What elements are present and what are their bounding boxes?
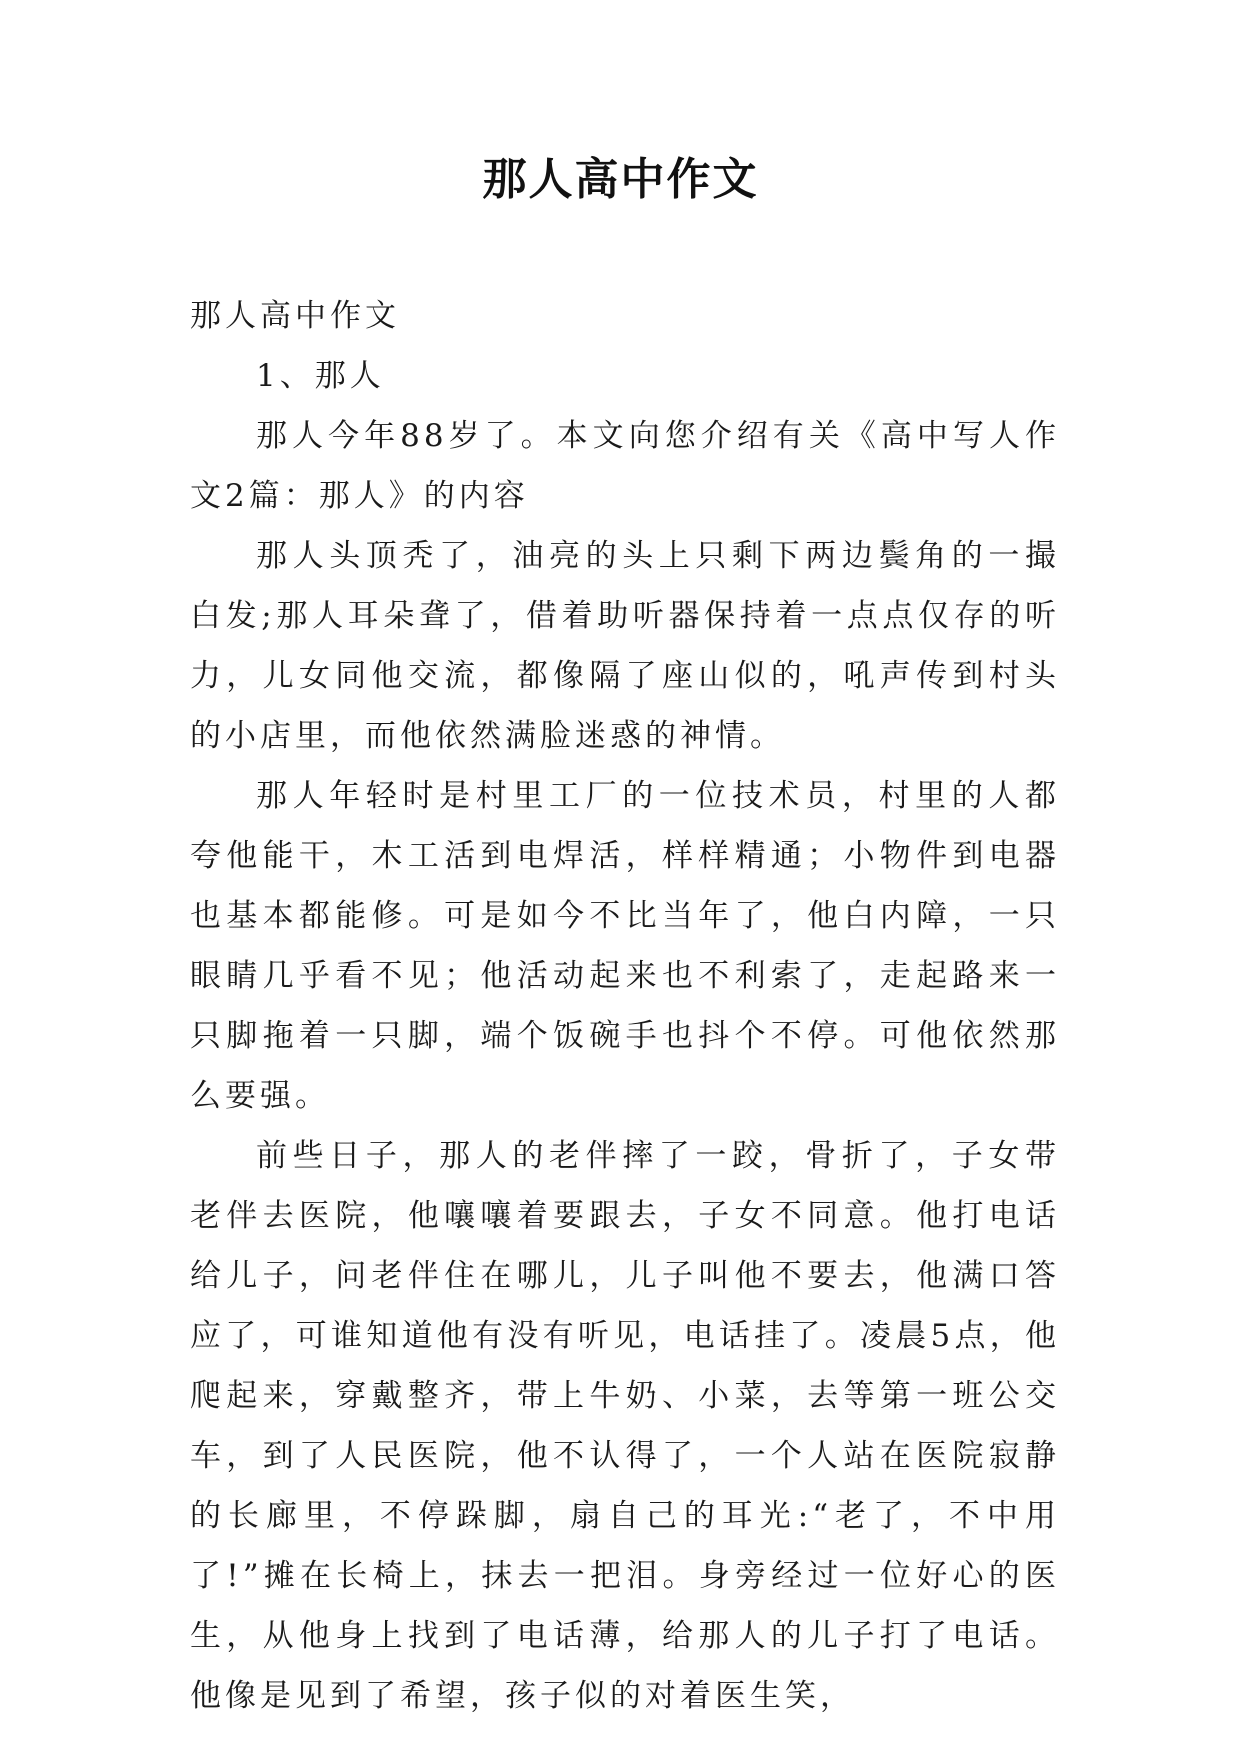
body-paragraph: 那人今年88岁了。本文向您介绍有关《高中写人作文2篇：那人》的内容 xyxy=(190,418,1060,514)
section-heading: 1、那人 xyxy=(256,358,385,394)
document-title: 那人高中作文 xyxy=(482,154,759,205)
body-paragraph: 前些日子，那人的老伴摔了一跤，骨折了，子女带老伴去医院，他嚷嚷着要跟去，子女不同意。他打电话给儿子，问老伴住在哪儿，儿子叫他不要去，他满口答应了，可谁知道他有没有听见，电话挂了。凌晨5点，他爬起来，穿戴整齐，带上牛奶、小菜，去等第一班公交车，到了人民医院，他不认得了，一个人站在医院寂静的长廊里，不停跺脚，扇自己的耳光:“老了，不中用了!”摊在长椅上，抹去一把泪。身旁经过一位好心的医生，从他身上找到了电话薄，给那人的儿子打了电话。他像是见到了希望，孩子似的对着医生笑， xyxy=(190,1138,1060,1714)
body-paragraph: 那人年轻时是村里工厂的一位技术员，村里的人都夸他能干，木工活到电焊活，样样精通；小物件到电器也基本都能修。可是如今不比当年了，他白内障，一只眼睛几乎看不见；他活动起来也不利索了，走起路来一只脚拖着一只脚，端个饭碗手也抖个不停。可他依然那么要强。 xyxy=(190,778,1060,1114)
document-body xyxy=(190,286,1060,1726)
body-paragraph: 那人头顶秃了，油亮的头上只剩下两边鬓角的一撮白发;那人耳朵聋了，借着助听器保持着一点点仅存的听力，儿女同他交流，都像隔了座山似的，吼声传到村头的小店里，而他依然满脸迷惑的神情。 xyxy=(190,538,1060,754)
body-subtitle: 那人高中作文 xyxy=(190,298,400,334)
